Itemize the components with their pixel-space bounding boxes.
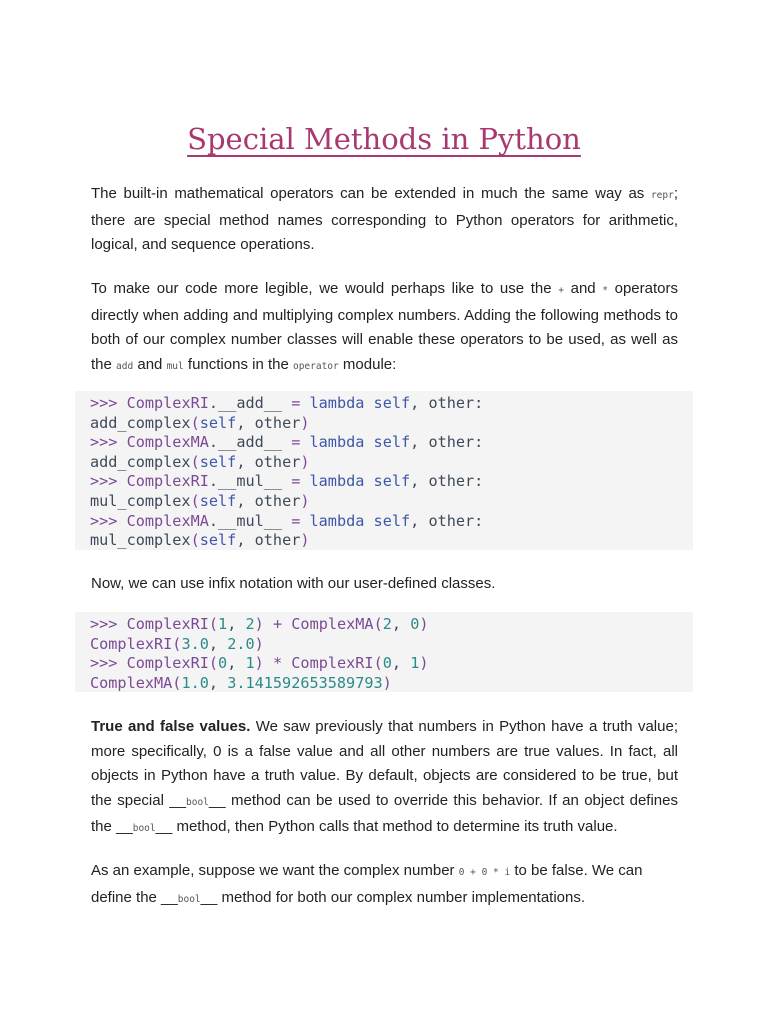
text: We saw previously that numbers in Python have a truth value; more specifically, 0 is a false value and all other numbers are true values. In fact, all objects in Python have a truth value. By default, objects are considered to be true, but the special __ xyxy=(91,718,678,809)
code-line: >>> ComplexRI.__mul__ = lambda self, other: xyxy=(90,472,484,491)
text: To make our code more legible, we would perhaps like to use the xyxy=(91,280,559,297)
code-line: >>> ComplexMA.__mul__ = lambda self, other: xyxy=(90,511,484,530)
truth-values-heading: True and false values. xyxy=(91,718,251,735)
inline-code-bool: bool xyxy=(177,893,201,905)
code-line: >>> ComplexRI(0, 1) * ComplexRI(0, 1) xyxy=(90,654,429,673)
inline-code-mul: mul xyxy=(166,360,184,372)
code-line: ComplexMA(1.0, 3.141592653589793) xyxy=(90,673,392,692)
code-block-special-methods xyxy=(75,391,693,550)
page-title: Special Methods in Python xyxy=(187,122,581,156)
code-line: mul_complex(self, other) xyxy=(90,531,310,550)
inline-code-repr: repr xyxy=(650,190,674,201)
text: and xyxy=(133,355,167,373)
paragraph-truth-values xyxy=(91,715,678,842)
code-line: add_complex(self, other) xyxy=(90,413,310,432)
code-line: ComplexRI(3.0, 2.0) xyxy=(90,634,264,653)
text: ; there are special method names corresponding to Python operators for arithmetic, logical, and sequence operations. xyxy=(91,185,678,254)
code-line: mul_complex(self, other) xyxy=(90,491,310,510)
inline-code-add: add xyxy=(116,360,134,372)
text: operators directly when adding and multiplying complex numbers. Adding the following methods to both of our complex number classes will enable these operators to be used, as well as the xyxy=(91,280,678,373)
code-line: >>> ComplexRI.__add__ = lambda self, other: xyxy=(90,394,484,412)
inline-code-operator: operator xyxy=(292,360,339,372)
code-line: >>> ComplexMA.__add__ = lambda self, other: xyxy=(90,433,484,452)
paragraph-example xyxy=(91,859,678,912)
text: The built-in mathematical operators can be extended in much the same way as xyxy=(91,185,651,202)
text: __ method can be used to override this behavior. If an object defines the __ xyxy=(91,791,678,836)
text: and xyxy=(563,280,603,297)
text: module: xyxy=(338,355,397,373)
inline-code-bool: bool xyxy=(132,823,156,835)
inline-code-star: * xyxy=(602,285,608,296)
text: __ method, then Python calls that method to determine its truth value. xyxy=(155,818,618,836)
paragraph-infix: Now, we can use infix notation with our user-defined classes. xyxy=(91,575,496,592)
code-line: >>> ComplexRI(1, 2) + ComplexMA(2, 0) xyxy=(90,615,429,633)
code-line: add_complex(self, other) xyxy=(90,452,310,471)
code-block-infix-examples xyxy=(75,612,693,692)
paragraph-operators xyxy=(91,277,678,379)
text: __ method for both our complex number implementations. xyxy=(200,888,586,906)
inline-code-zero-expr: 0 + 0 * i xyxy=(458,867,511,878)
inline-code-bool: bool xyxy=(186,796,209,808)
inline-code-plus: + xyxy=(558,285,564,296)
text: to be false. We can define the __ xyxy=(91,862,643,906)
text: As an example, suppose we want the complex number xyxy=(91,862,459,879)
text: functions in the xyxy=(183,355,293,373)
paragraph-intro xyxy=(91,182,678,258)
